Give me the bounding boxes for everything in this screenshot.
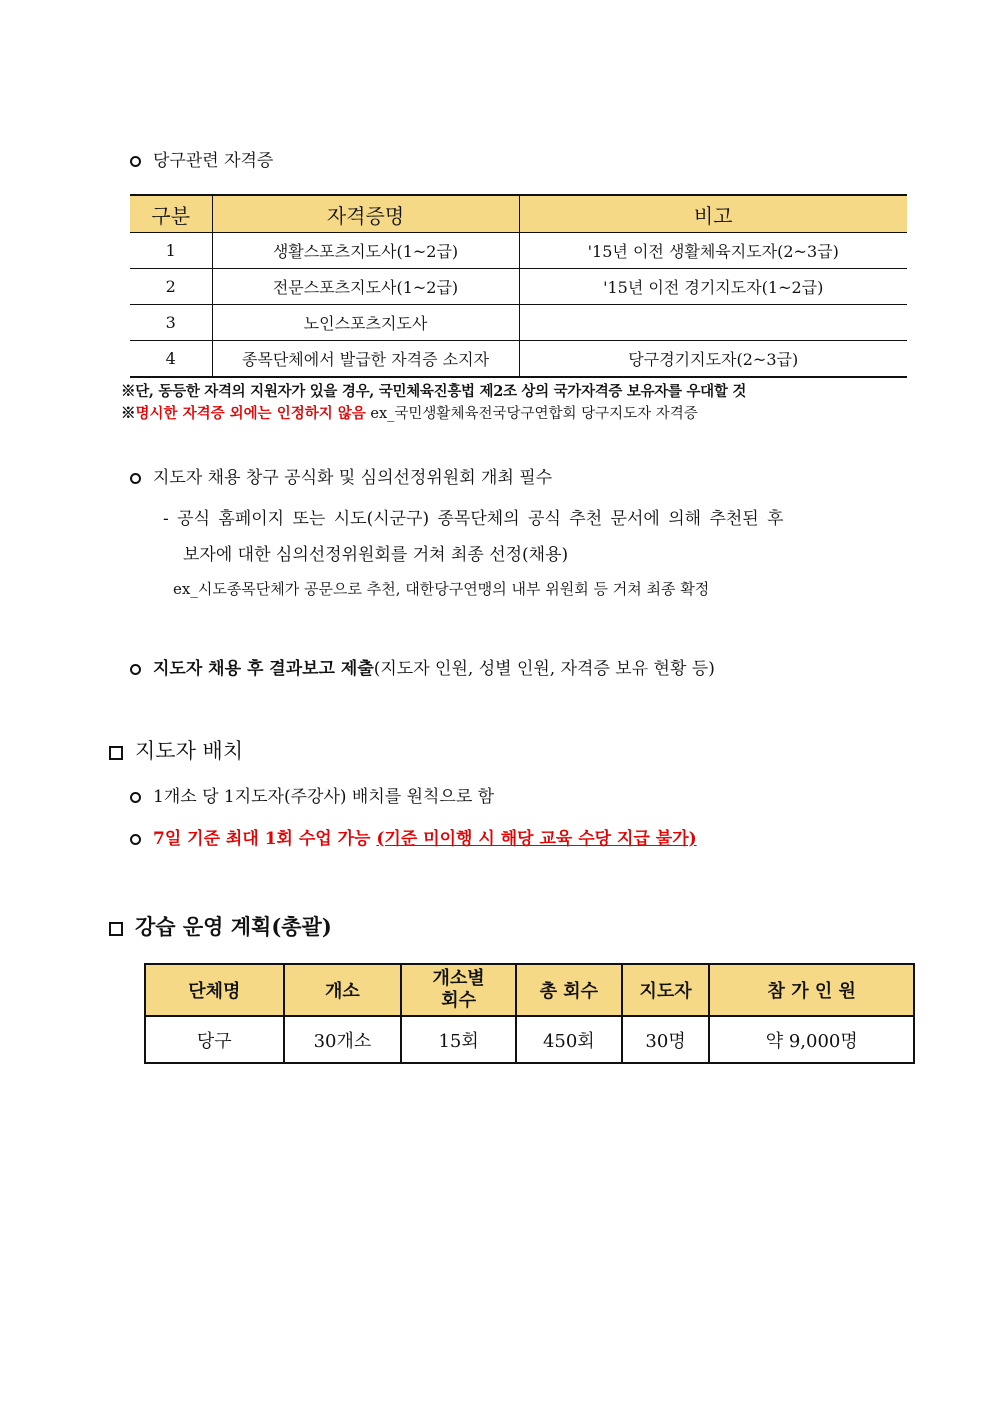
hollow-circle-bullet-icon [130,473,141,484]
placement-title: 지도자 배치 [109,735,243,765]
table-cell: 4 [130,341,212,378]
hollow-circle-bullet-icon [130,664,141,675]
table-cell: 종목단체에서 발급한 자격증 소지자 [212,341,519,378]
plan-table [144,963,915,1064]
table-cell [519,305,907,341]
table-cell: 약 9,000명 [709,1016,914,1063]
table-header-cell: 자격증명 [212,195,519,233]
cert-note-2: ※명시한 자격증 외에는 인정하지 않음 ex_국민생활체육전국당구연합회 당구지도자 자격증 [121,405,698,422]
table-row [130,269,907,305]
table-header-cell: 지도자 [622,964,710,1016]
table-row [130,233,907,269]
table-cell: 당구 [145,1016,284,1063]
hollow-circle-bullet-icon [130,792,141,803]
table-cell: 3 [130,305,212,341]
hollow-circle-bullet-icon [130,834,141,845]
table-cell: 30개소 [284,1016,402,1063]
table-header-cell: 개소 [284,964,402,1016]
cert-note-1: ※단, 동등한 자격의 지원자가 있을 경우, 국민체육진흥법 제2조 상의 국가자격증 보유자를 우대할 것 [121,383,747,400]
table-cell: '15년 이전 생활체육지도자(2~3급) [519,233,907,269]
table-row [130,341,907,378]
table-header-row [145,964,914,1016]
table-header-cell: 단체명 [145,964,284,1016]
table-cell: '15년 이전 경기지도자(1~2급) [519,269,907,305]
table-cell: 15회 [401,1016,516,1063]
placement-item-2: 7일 기준 최대 1회 수업 가능 (기준 미이행 시 해당 교육 수당 지급 불가) [130,824,697,849]
cert-heading: 당구관련 자격증 [130,146,273,171]
table-cell: 생활스포츠지도사(1~2급) [212,233,519,269]
hollow-square-bullet-icon [109,922,123,936]
table-header-cell: 개소별 회수 [401,964,516,1016]
cert-table [130,194,907,378]
table-cell: 30명 [622,1016,710,1063]
table-cell: 450회 [516,1016,622,1063]
recruit-dash-line-2: 보자에 대한 심의선정위원회를 거쳐 최종 선정(채용) [183,545,569,565]
table-cell: 1 [130,233,212,269]
table-row [130,305,907,341]
plan-title: 강습 운영 계획(총괄) [109,911,332,941]
table-cell: 전문스포츠지도사(1~2급) [212,269,519,305]
table-header-row [130,195,907,233]
recruit-heading: 지도자 채용 창구 공식화 및 심의선정위원회 개최 필수 [130,463,552,488]
hollow-square-bullet-icon [109,746,123,760]
recruit-dash-line-1: - 공식 홈페이지 또는 시도(시군구) 종목단체의 공식 추천 문서에 의해 추천된 후 [163,509,784,529]
table-header-cell: 구분 [130,195,212,233]
placement-item-1: 1개소 당 1지도자(주강사) 배치를 원칙으로 함 [130,782,494,807]
table-header-cell: 비고 [519,195,907,233]
table-row [145,1016,914,1063]
recruit-example: ex_시도종목단체가 공문으로 추천, 대한당구연맹의 내부 위원회 등 거쳐 최종 확정 [173,580,710,598]
table-cell: 노인스포츠지도사 [212,305,519,341]
table-cell: 2 [130,269,212,305]
report-line: 지도자 채용 후 결과보고 제출(지도자 인원, 성별 인원, 자격증 보유 현황 등) [130,654,715,679]
table-header-cell: 참 가 인 원 [709,964,914,1016]
table-header-cell: 총 회수 [516,964,622,1016]
table-cell: 당구경기지도자(2~3급) [519,341,907,378]
hollow-circle-bullet-icon [130,156,141,167]
